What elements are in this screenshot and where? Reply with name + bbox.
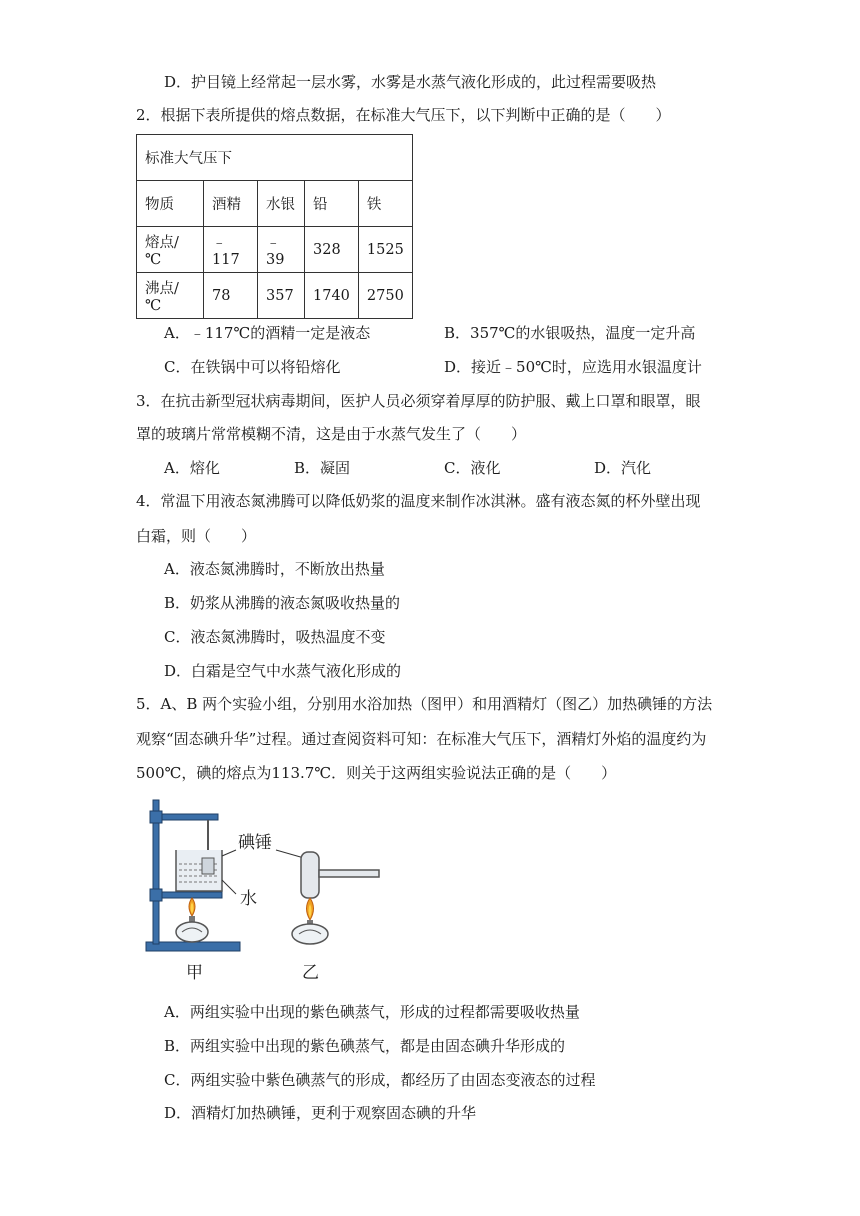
stand-base	[146, 942, 240, 951]
q3-stem-line1: 3．在抗击新型冠状病毒期间，医护人员必须穿着厚厚的防护服、戴上口罩和眼罩，眼	[136, 392, 701, 410]
q3-option-d: D．汽化	[594, 459, 652, 477]
table-cell: 78	[204, 273, 258, 319]
q2-option-c: C．在铁锅中可以将铅熔化	[164, 358, 341, 376]
table-cell: 铅	[305, 181, 359, 227]
q4-stem-line2: 白霜，则（ ）	[136, 527, 257, 545]
q5-option-c: C．两组实验中紫色碘蒸气的形成，都经历了由固态变液态的过程	[164, 1071, 596, 1089]
q4-option-b: B．奶浆从沸腾的液态氮吸收热量的	[164, 594, 401, 612]
iodine-experiment-figure	[136, 794, 386, 986]
q5-option-b: B．两组实验中出现的紫色碘蒸气，都是由固态碘升华形成的	[164, 1037, 566, 1055]
q5-option-d: D．酒精灯加热碘锤，更利于观察固态碘的升华	[164, 1104, 477, 1122]
table-cell: 酒精	[204, 181, 258, 227]
q5-stem-line1: 5．A、B 两个实验小组，分别用水浴加热（图甲）和用酒精灯（图乙）加热碘锤的方法	[136, 695, 713, 713]
table-cell: 328	[305, 227, 359, 273]
q5-option-a: A．两组实验中出现的紫色碘蒸气，形成的过程都需要吸收热量	[164, 1003, 580, 1021]
table-caption-row	[137, 135, 413, 181]
table-row	[137, 273, 413, 319]
q5-stem-line2: 观察“固态碘升华”过程。通过查阅资料可知：在标准大气压下，酒精灯外焰的温度约为	[136, 730, 707, 748]
q1-option-d: D．护目镜上经常起一层水雾，水雾是水蒸气液化形成的，此过程需要吸热	[164, 73, 657, 91]
table-cell: 铁	[358, 181, 412, 227]
label-jia: 甲	[186, 963, 203, 983]
q2-option-d: D．接近﹣50℃时，应选用水银温度计	[444, 358, 702, 376]
table-cell: ﹣117	[204, 227, 258, 273]
table-header-row	[137, 181, 413, 227]
q3-option-a: A．熔化	[164, 459, 220, 477]
table-cell: 1740	[305, 273, 359, 319]
melting-point-table	[136, 134, 413, 319]
q2-option-b: B．357℃的水银吸热，温度一定升高	[444, 324, 696, 342]
q3-option-b: B．凝固	[294, 459, 351, 477]
label-yi: 乙	[302, 963, 319, 983]
q4-option-a: A．液态氮沸腾时，不断放出热量	[164, 560, 385, 578]
label-iodine-hammer: 碘锤	[238, 833, 272, 853]
table-cell: 物质	[137, 181, 204, 227]
alcohol-lamp-jia	[176, 922, 208, 942]
table-caption: 标准大气压下	[137, 135, 413, 181]
table-cell: 2750	[358, 273, 412, 319]
q2-stem: 2．根据下表所提供的熔点数据，在标准大气压下，以下判断中正确的是（ ）	[136, 106, 671, 124]
q4-stem-line1: 4．常温下用液态氮沸腾可以降低奶浆的温度来制作冰淇淋。盛有液态氮的杯外壁出现	[136, 492, 701, 510]
table-cell: 1525	[358, 227, 412, 273]
q4-option-c: C．液态氮沸腾时，吸热温度不变	[164, 628, 386, 646]
table-cell: 沸点/℃	[137, 273, 204, 319]
table-cell: ﹣39	[258, 227, 305, 273]
iodine-hammer	[301, 852, 319, 898]
q3-stem-line2: 罩的玻璃片常常模糊不清，这是由于水蒸气发生了（ ）	[136, 425, 527, 443]
table-cell: 熔点/℃	[137, 227, 204, 273]
label-water: 水	[240, 889, 257, 909]
table-cell: 水银	[258, 181, 305, 227]
table-row	[137, 227, 413, 273]
q2-option-a: A．﹣117℃的酒精一定是液态	[164, 324, 371, 342]
q4-option-d: D．白霜是空气中水蒸气液化形成的	[164, 662, 402, 680]
q3-option-c: C．液化	[444, 459, 501, 477]
q5-stem-line3: 500℃，碘的熔点为113.7℃．则关于这两组实验说法正确的是（ ）	[136, 764, 617, 782]
alcohol-lamp-yi	[292, 924, 328, 944]
table-cell: 357	[258, 273, 305, 319]
